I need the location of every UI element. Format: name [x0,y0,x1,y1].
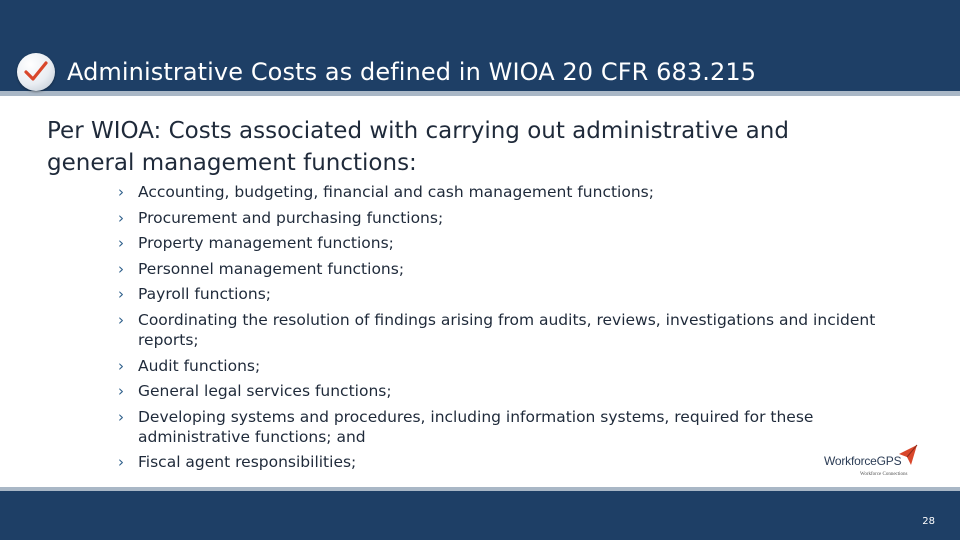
workforcegps-logo [824,444,924,480]
slide-footer [0,487,960,540]
bullet-item [118,452,918,472]
bullet-list [118,182,918,478]
chevron-right-icon: › [118,234,124,253]
bullet-item [118,208,918,228]
paper-plane-icon [898,444,918,466]
chevron-right-icon: › [118,285,124,304]
bullet-text: Audit functions; [138,356,261,375]
chevron-right-icon: › [118,407,124,426]
bullet-item [118,356,918,376]
logo-wordmark: WorkforceGPS [824,454,902,468]
chevron-right-icon: › [118,208,124,227]
chevron-right-icon: › [118,356,124,375]
page-number: 28 [922,516,935,527]
bullet-text: Coordinating the resolution of findings arising from audits, reviews, investigations and incident reports; [138,310,876,349]
bullet-text: General legal services functions; [138,382,392,401]
chevron-right-icon: › [118,310,124,329]
chevron-right-icon: › [118,183,124,201]
bullet-text: Property management functions; [138,234,394,253]
chevron-right-icon: › [118,259,124,278]
intro-text: Per WIOA: Costs associated with carrying out administrative and general management functions: [47,118,789,176]
bullet-item [118,182,918,202]
slide-title: Administrative Costs as defined in WIOA 20 CFR 683.215 [67,58,757,86]
bullet-item [118,259,918,279]
checkmark-icon [17,53,55,91]
chevron-right-icon: › [118,382,124,401]
bullet-text: Developing systems and procedures, including information systems, required for these administrative functions; and [138,407,814,446]
logo-subtitle: Workforce Connections [860,472,908,477]
bullet-text: Procurement and purchasing functions; [138,208,444,227]
bullet-item [118,233,918,253]
bullet-text: Fiscal agent responsibilities; [138,453,357,472]
slide-header [0,0,960,96]
bullet-text: Accounting, budgeting, financial and cash management functions; [138,183,654,201]
bullet-text: Payroll functions; [138,285,271,304]
chevron-right-icon: › [118,453,124,472]
bullet-item [118,310,918,350]
bullet-item [118,284,918,304]
bullet-item [118,381,918,401]
bullet-text: Personnel management functions; [138,259,405,278]
bullet-item [118,407,918,447]
